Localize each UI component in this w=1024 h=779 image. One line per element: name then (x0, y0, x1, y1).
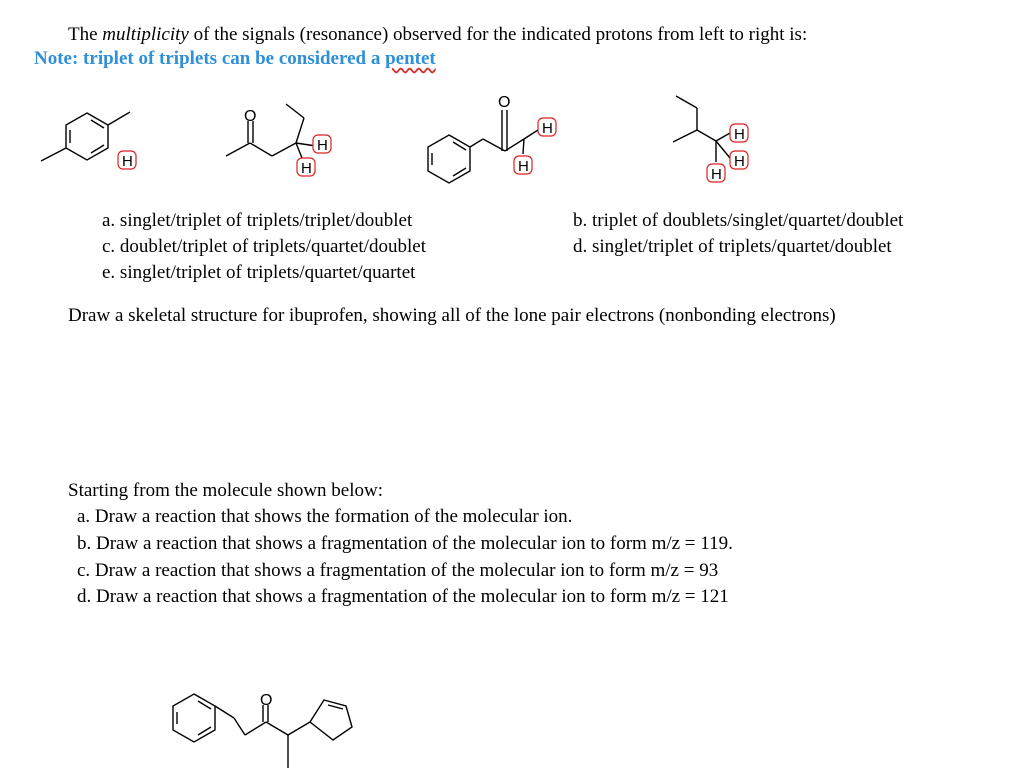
option-d: d. singlet/triplet of triplets/quartet/doublet (573, 236, 892, 257)
question3-item-d: d. Draw a reaction that shows a fragmentation of the molecular ion to form m/z = 121 (77, 586, 729, 607)
question3-intro: Starting from the molecule shown below: (68, 480, 384, 501)
question1-prefix: The (68, 24, 103, 45)
question2-text: Draw a skeletal structure for ibuprofen, showing all of the lone pair electrons (nonbonding electrons) (68, 305, 836, 326)
molecule-ketone (226, 104, 316, 158)
svg-text:H: H (711, 166, 722, 183)
question1-suffix: of the signals (resonance) observed for the indicated protons from left to right is: (188, 24, 808, 45)
option-c: c. doublet/triplet of triplets/quartet/doublet (102, 236, 426, 257)
svg-text:H: H (734, 126, 745, 143)
oxygen-label-1: O (244, 108, 257, 125)
option-b: b. triplet of doublets/singlet/quartet/doublet (573, 210, 904, 231)
question3-item-b: b. Draw a reaction that shows a fragmentation of the molecular ion to form m/z = 119. (77, 533, 733, 554)
option-a: a. singlet/triplet of triplets/triplet/doublet (102, 210, 413, 231)
proton-h-3 (297, 158, 315, 177)
question3-item-c: c. Draw a reaction that shows a fragmentation of the molecular ion to form m/z = 93 (77, 560, 719, 581)
note-word: pentet (385, 48, 436, 69)
proton-h-2 (313, 135, 331, 154)
svg-text:H: H (122, 153, 133, 170)
svg-text:H: H (317, 137, 328, 154)
option-e: e. singlet/triplet of triplets/quartet/quartet (102, 262, 416, 283)
proton-h-1 (118, 151, 136, 170)
proton-h-4 (538, 118, 556, 137)
proton-h-8 (707, 164, 725, 183)
note-text: Note: triplet of triplets can be considered a (34, 48, 386, 69)
svg-text:H: H (301, 160, 312, 177)
question3-item-a: a. Draw a reaction that shows the formation of the molecular ion. (77, 506, 573, 527)
svg-text:H: H (518, 158, 529, 175)
oxygen-label-3: O (260, 692, 273, 709)
molecule-xylene (41, 112, 130, 161)
molecule-branched-alkane (673, 96, 730, 162)
svg-text:H: H (734, 153, 745, 170)
proton-h-7 (730, 151, 748, 170)
oxygen-label-2: O (498, 94, 511, 111)
proton-h-5 (514, 156, 532, 175)
question1-emphasis: multiplicity (102, 24, 189, 45)
proton-h-6 (730, 124, 748, 143)
svg-text:H: H (542, 120, 553, 137)
